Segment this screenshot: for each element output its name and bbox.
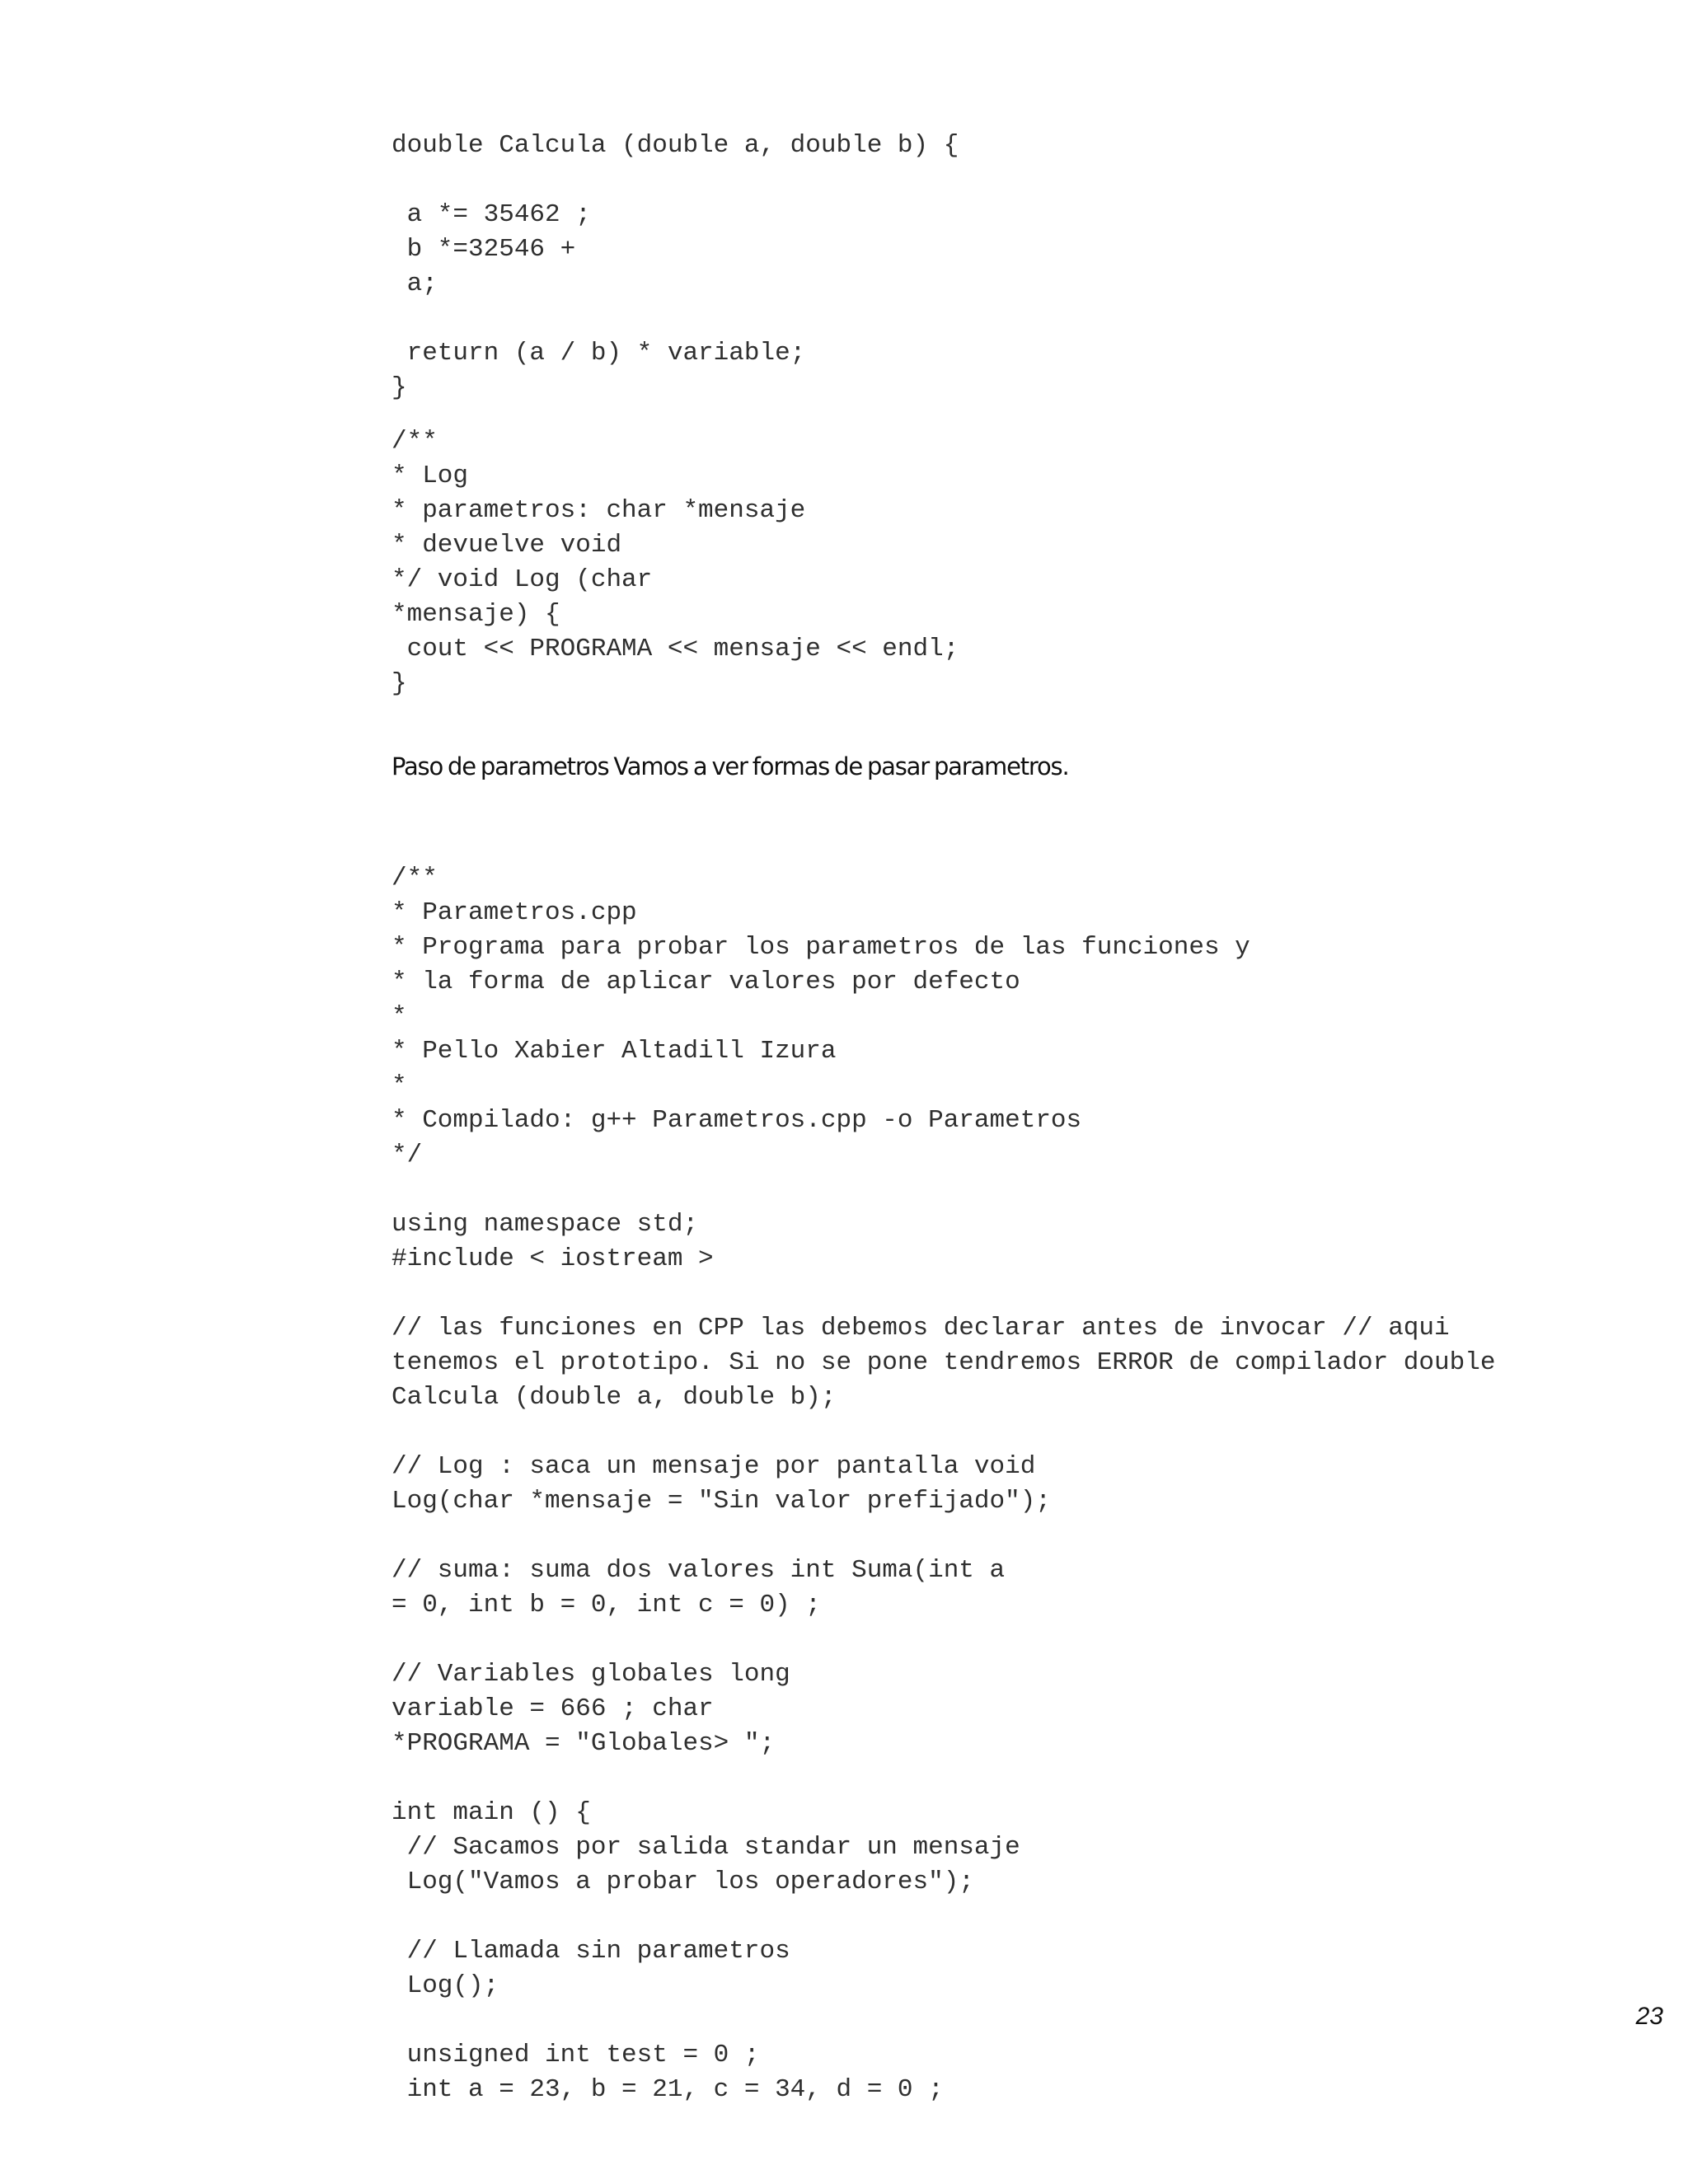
code-line: * Compilado: g++ Parametros.cpp -o Parametros: [392, 1106, 1082, 1135]
code-line: Log();: [392, 1971, 499, 2000]
code-line: // Llamada sin parametros: [392, 1937, 790, 1966]
code-line: = 0, int b = 0, int c = 0) ;: [392, 1591, 821, 1619]
code-line: [392, 1761, 1495, 1796]
code-line: [392, 1415, 1495, 1450]
code-line: * parametros: char *mensaje: [392, 496, 806, 525]
code-block-parametros-program: [392, 861, 1495, 2107]
code-line: b *=32546 +: [392, 235, 576, 264]
code-block-log-function: [392, 424, 959, 701]
code-line: [392, 1900, 1495, 1934]
code-line: // Log : saca un mensaje por pantalla void: [392, 1452, 1036, 1481]
code-line: * devuelve void: [392, 531, 622, 560]
code-line: Log("Vamos a probar los operadores");: [392, 1868, 974, 1896]
code-line: variable = 666 ; char: [392, 1694, 714, 1723]
code-line: int a = 23, b = 21, c = 34, d = 0 ;: [392, 2075, 944, 2104]
code-line: // las funciones en CPP las debemos declarar antes de invocar // aqui: [392, 1314, 1450, 1343]
code-line: int main () {: [392, 1798, 591, 1827]
code-line: unsigned int test = 0 ;: [392, 2041, 760, 2069]
code-line: *: [392, 1071, 407, 1100]
code-line: // Variables globales long: [392, 1660, 790, 1689]
paragraph-parameter-passing: Paso de parametros Vamos a ver formas de pasar parametros.: [392, 752, 1069, 780]
code-line: */: [392, 1141, 423, 1169]
code-line: /**: [392, 427, 438, 456]
code-line: /**: [392, 864, 438, 893]
code-line: }: [392, 669, 407, 698]
code-line: * la forma de aplicar valores por defecto: [392, 968, 1020, 996]
code-line: // suma: suma dos valores int Suma(int a: [392, 1556, 1006, 1585]
code-line: return (a / b) * variable;: [392, 339, 806, 368]
code-line: * Parametros.cpp: [392, 898, 637, 927]
code-line: [392, 163, 959, 198]
code-line: [392, 1277, 1495, 1311]
code-line: [392, 1519, 1495, 1554]
code-line: using namespace std;: [392, 1210, 699, 1239]
code-line: a *= 35462 ;: [392, 200, 591, 229]
code-block-calcula-function: [392, 129, 959, 405]
code-line: * Pello Xabier Altadill Izura: [392, 1037, 837, 1066]
code-line: #include < iostream >: [392, 1244, 714, 1273]
code-line: }: [392, 373, 407, 402]
page-number: 23: [1635, 2003, 1663, 2030]
code-line: * Log: [392, 462, 469, 490]
code-line: Log(char *mensaje = "Sin valor prefijado");: [392, 1487, 1051, 1516]
code-line: cout << PROGRAMA << mensaje << endl;: [392, 635, 959, 663]
code-line: // Sacamos por salida standar un mensaje: [392, 1833, 1020, 1862]
code-line: * Programa para probar los parametros de las funciones y: [392, 933, 1250, 962]
code-line: *mensaje) {: [392, 600, 560, 629]
code-line: [392, 1173, 1495, 1207]
code-line: tenemos el prototipo. Si no se pone tendremos ERROR de compilador double: [392, 1348, 1496, 1377]
code-line: [392, 302, 959, 336]
code-line: double Calcula (double a, double b) {: [392, 131, 959, 160]
code-line: [392, 2004, 1495, 2038]
code-line: *: [392, 1002, 407, 1031]
code-line: */ void Log (char: [392, 565, 653, 594]
code-line: [392, 1623, 1495, 1657]
code-line: *PROGRAMA = "Globales> ";: [392, 1729, 776, 1758]
code-line: a;: [392, 269, 438, 298]
code-line: Calcula (double a, double b);: [392, 1383, 837, 1412]
